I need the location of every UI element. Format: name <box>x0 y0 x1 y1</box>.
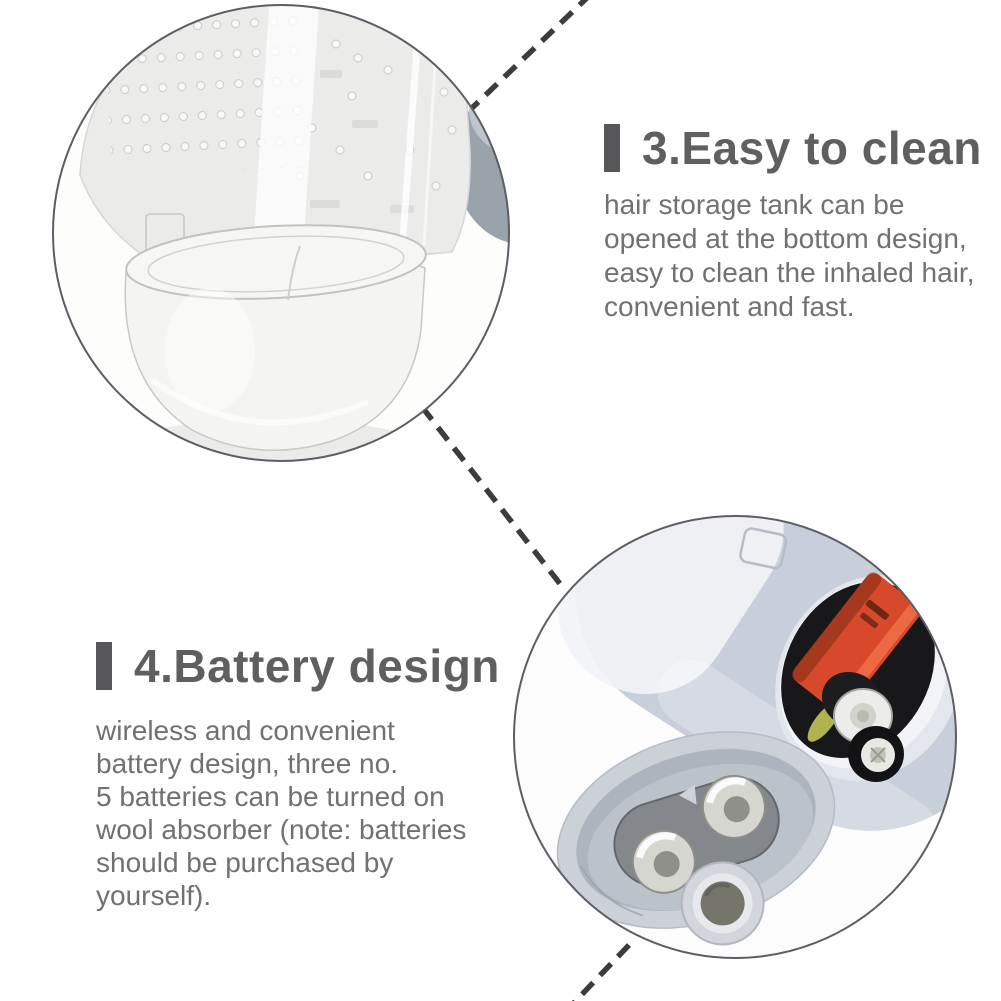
bowl-highlight <box>165 288 255 412</box>
heading-bar-icon <box>604 124 620 172</box>
connector-dash-bottom <box>569 945 629 1001</box>
section3-body-line: hair storage tank can be <box>604 189 905 220</box>
section4-body-line: should be purchased by <box>96 847 394 878</box>
clear-bowl <box>122 218 428 472</box>
section4-body <box>96 714 500 912</box>
heading-bar-icon <box>96 642 112 690</box>
section4-body-line: 5 batteries can be turned on <box>96 781 445 812</box>
section3-body-line: opened at the bottom design, <box>604 223 967 254</box>
second-battery-cap <box>848 726 904 782</box>
section4-title: 4.Battery design <box>134 640 500 692</box>
figure-battery-compartment <box>514 408 1001 985</box>
connector-dash-middle <box>422 407 564 589</box>
section4-body-line: yourself). <box>96 880 212 911</box>
battery-cap-nub <box>857 710 869 722</box>
section3-heading-row <box>604 121 982 175</box>
section3-body-line: easy to clean the inhaled hair, <box>604 257 975 288</box>
section4-body-line: battery design, three no. <box>96 748 398 779</box>
section4-heading-row <box>96 639 500 693</box>
section-battery-design <box>96 639 500 912</box>
connector-dash-top <box>472 0 591 108</box>
section4-body-line: wool absorber (note: batteries <box>96 814 467 845</box>
section4-body-line: wireless and convenient <box>96 715 395 746</box>
section-easy-to-clean <box>604 121 982 324</box>
section3-body-line: convenient and fast. <box>604 291 855 322</box>
section3-title: 3.Easy to clean <box>642 122 982 174</box>
section3-body <box>604 188 982 324</box>
grey-device-part-top <box>469 62 585 158</box>
